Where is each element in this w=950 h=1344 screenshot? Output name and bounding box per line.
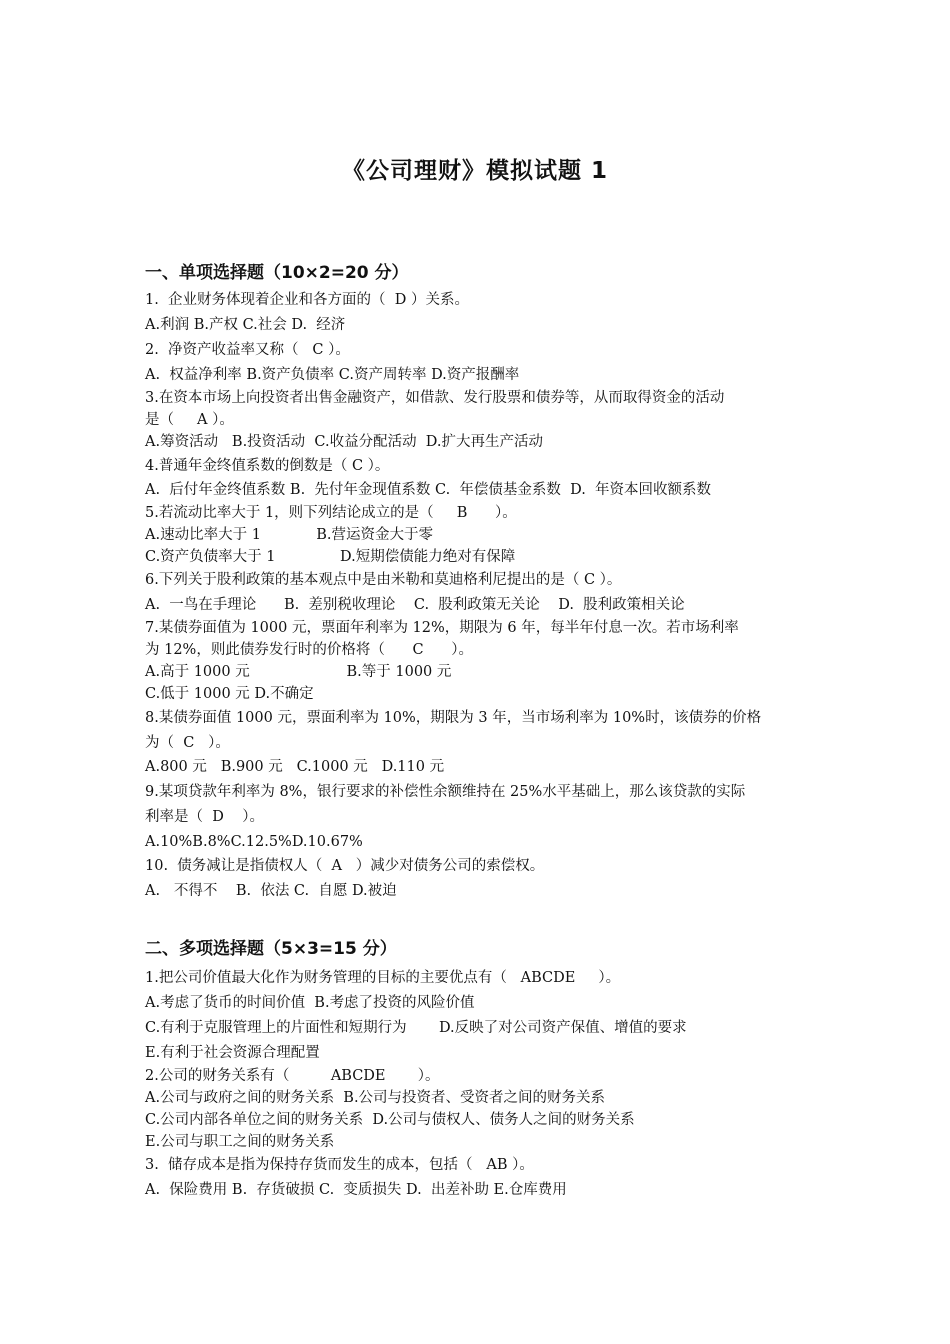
option-line: A. 不得不 B. 依法 C. 自愿 D.被迫 xyxy=(145,883,397,899)
option-line: A.公司与政府之间的财务关系 B.公司与投资者、受资者之间的财务关系 xyxy=(145,1090,606,1106)
option-line: A.高于 1000 元 B.等于 1000 元 xyxy=(145,664,452,680)
question-line: 2. 净资产收益率又称（ C ）。 xyxy=(145,342,350,358)
page-title: 《公司理财》模拟试题 1 xyxy=(341,158,608,184)
section-heading-single-choice: 一、单项选择题（10×2=20 分） xyxy=(145,263,409,283)
question-line: 3. 储存成本是指为保持存货而发生的成本，包括（ AB ）。 xyxy=(145,1157,534,1173)
option-line: A.800 元 B.900 元 C.1000 元 D.110 元 xyxy=(145,759,445,775)
question-line: 10. 债务减让是指债权人（ A ）减少对债务公司的索偿权。 xyxy=(145,858,545,874)
option-line: A.速动比率大于 1 B.营运资金大于零 xyxy=(145,527,433,543)
question-line: 5.若流动比率大于 1，则下列结论成立的是（ B ）。 xyxy=(145,505,517,521)
question-line: 6.下列关于股利政策的基本观点中是由米勒和莫迪格利尼提出的是（ C ）。 xyxy=(145,572,622,588)
question-line: 8.某债券面值 1000 元，票面利率为 10%，期限为 3 年，当市场利率为 10%时，该债券的价格 xyxy=(145,710,762,726)
option-line: A. 一鸟在手理论 B. 差别税收理论 C. 股利政策无关论 D. 股利政策相关论 xyxy=(145,597,685,613)
option-line: C.资产负债率大于 1 D.短期偿债能力绝对有保障 xyxy=(145,549,516,565)
option-line: C.公司内部各单位之间的财务关系 D.公司与债权人、债务人之间的财务关系 xyxy=(145,1112,635,1128)
option-line: A.筹资活动 B.投资活动 C.收益分配活动 D.扩大再生产活动 xyxy=(145,434,544,450)
question-line: 为（ C ）。 xyxy=(145,735,230,751)
question-line: 3.在资本市场上向投资者出售金融资产，如借款、发行股票和债券等，从而取得资金的活动 xyxy=(145,390,725,406)
question-line: 为 12%，则此债券发行时的价格将（ C ）。 xyxy=(145,642,473,658)
option-line: E.公司与职工之间的财务关系 xyxy=(145,1134,335,1150)
question-line: 利率是（ D ）。 xyxy=(145,809,265,825)
option-line: C.低于 1000 元 D.不确定 xyxy=(145,686,314,702)
option-line: A.10%B.8%C.12.5%D.10.67% xyxy=(145,834,363,850)
question-line: 2.公司的财务关系有（ ABCDE ）。 xyxy=(145,1068,440,1084)
option-line: A.考虑了货币的时间价值 B.考虑了投资的风险价值 xyxy=(145,995,475,1011)
option-line: A. 权益净利率 B.资产负债率 C.资产周转率 D.资产报酬率 xyxy=(145,367,520,383)
question-line: 1.把公司价值最大化作为财务管理的目标的主要优点有（ ABCDE ）。 xyxy=(145,970,621,986)
option-line: A. 保险费用 B. 存货破损 C. 变质损失 D. 出差补助 E.仓库费用 xyxy=(145,1182,567,1198)
question-line: 4.普通年金终值系数的倒数是（ C ）。 xyxy=(145,458,390,474)
question-line: 是（ A ）。 xyxy=(145,412,234,428)
section-heading-multiple-choice: 二、多项选择题（5×3=15 分） xyxy=(145,939,397,959)
question-line: 9.某项贷款年利率为 8%，银行要求的补偿性余额维持在 25%水平基础上，那么该贷款的实际 xyxy=(145,784,746,800)
option-line: A. 后付年金终值系数 B. 先付年金现值系数 C. 年偿债基金系数 D. 年资本回收额系数 xyxy=(145,482,712,498)
option-line: C.有利于克服管理上的片面性和短期行为 D.反映了对公司资产保值、增值的要求 xyxy=(145,1020,687,1036)
question-line: 7.某债券面值为 1000 元，票面年利率为 12%，期限为 6 年，每半年付息一次。若市场利率 xyxy=(145,620,739,636)
option-line: E.有利于社会资源合理配置 xyxy=(145,1045,320,1061)
question-line: 1. 企业财务体现着企业和各方面的（ D ）关系。 xyxy=(145,292,470,308)
option-line: A.利润 B.产权 C.社会 D. 经济 xyxy=(145,317,346,333)
